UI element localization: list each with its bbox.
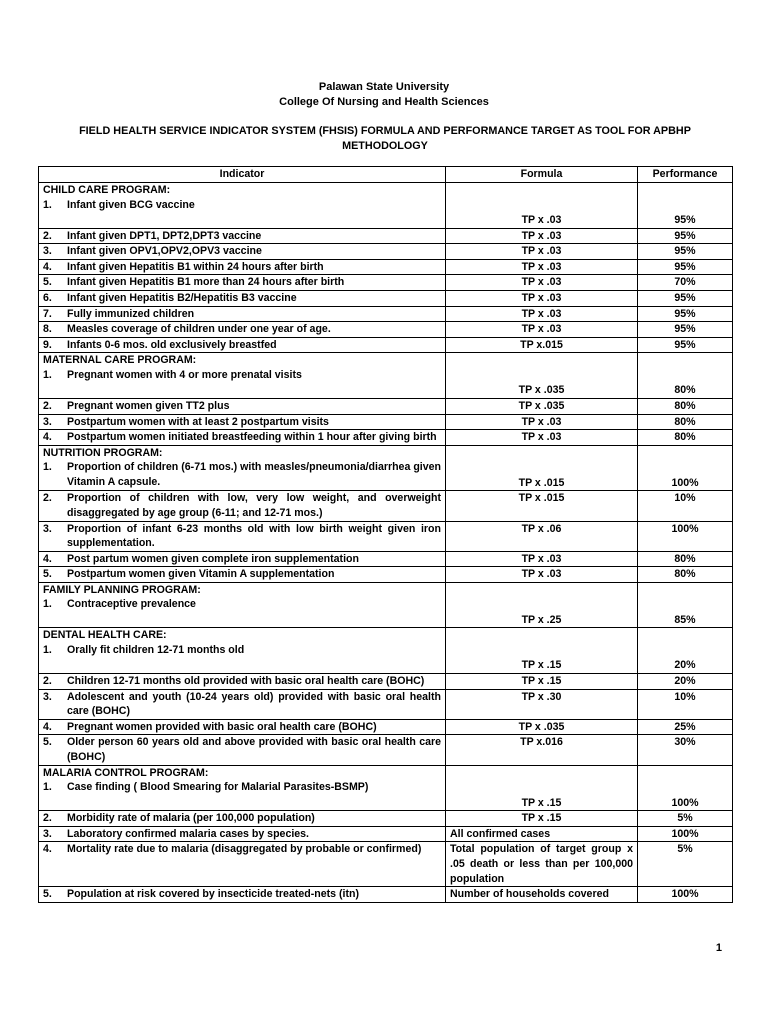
indicator-cell (39, 719, 446, 735)
indicator-item (43, 522, 441, 551)
indicator-cell (39, 826, 446, 842)
item-number: 3. (43, 690, 52, 703)
section-title: DENTAL HEALTH CARE: (43, 629, 167, 642)
spacer (450, 183, 633, 213)
formula-value: TP x .30 (521, 690, 562, 703)
item-number: 4. (43, 720, 52, 733)
table-row (39, 259, 733, 275)
indicator-text: Mortality rate due to malaria (disaggregated by probable or confirmed) (67, 843, 422, 856)
indicator-item (43, 491, 441, 520)
indicator-item (43, 552, 441, 567)
performance-value: 5% (677, 843, 693, 856)
formula-value: TP x .03 (521, 214, 562, 226)
formula-cell (446, 322, 638, 338)
indicator-text: Post partum women given complete iron supplementation (67, 552, 359, 565)
indicator-item (43, 720, 441, 735)
indicator-item (43, 690, 441, 719)
indicator-text: Morbidity rate of malaria (per 100,000 population) (67, 812, 315, 825)
formula-value: TP x.016 (520, 736, 563, 749)
performance-cell (638, 826, 733, 842)
table-row (39, 826, 733, 842)
indicator-cell (39, 430, 446, 446)
item-number: 1. (43, 198, 52, 211)
formula-value: TP x .03 (521, 229, 562, 242)
formula-value: TP x .03 (521, 323, 562, 336)
table-row (39, 674, 733, 690)
table-row (39, 842, 733, 887)
section-title: MATERNAL CARE PROGRAM: (43, 354, 197, 367)
spacer (642, 183, 728, 213)
item-number: 5. (43, 568, 52, 581)
indicator-cell (39, 521, 446, 551)
item-number: 2. (43, 399, 52, 412)
item-number: 5. (43, 888, 52, 901)
indicator-text: Laboratory confirmed malaria cases by species. (67, 827, 310, 840)
indicator-item (43, 244, 441, 259)
spacer (642, 628, 728, 658)
performance-value: 30% (674, 736, 696, 749)
performance-value: 95% (674, 245, 696, 258)
indicator-text: Fully immunized children (67, 307, 195, 320)
indicator-text: Infant given Hepatitis B2/Hepatitis B3 vaccine (67, 291, 297, 304)
performance-value: 95% (674, 229, 696, 242)
performance-cell (638, 228, 733, 244)
indicator-item (43, 811, 441, 826)
indicator-item (43, 887, 441, 902)
indicator-text: Children 12-71 months old provided with basic oral health care (BOHC) (67, 675, 425, 688)
table-row (39, 735, 733, 765)
formula-cell (446, 521, 638, 551)
column-header-indicator: Indicator (39, 167, 446, 183)
formula-cell (446, 445, 638, 491)
indicator-item (43, 567, 441, 582)
indicator-text: Proportion of children with low, very low weight, and overweight disaggregated by age group (6-11; and 12-71 mos.) (67, 492, 441, 519)
performance-value: 20% (674, 675, 696, 688)
indicator-cell (39, 228, 446, 244)
item-number: 3. (43, 415, 52, 428)
indicator-item (43, 368, 441, 383)
performance-cell (638, 183, 733, 229)
item-number: 4. (43, 552, 52, 565)
indicator-item (43, 399, 441, 414)
table-row (39, 582, 733, 628)
indicator-cell (39, 628, 446, 674)
formula-cell (446, 811, 638, 827)
table-row (39, 567, 733, 583)
performance-cell (638, 765, 733, 811)
formula-cell (446, 826, 638, 842)
indicator-item (43, 643, 441, 658)
item-number: 3. (43, 522, 52, 535)
indicator-text: Infant given DPT1, DPT2,DPT3 vaccine (67, 229, 262, 242)
formula-value: TP x .03 (521, 415, 562, 428)
formula-value: TP x .15 (521, 796, 562, 809)
indicator-item (43, 842, 441, 857)
indicator-cell (39, 445, 446, 491)
table-row (39, 290, 733, 306)
formula-value: TP x .015 (518, 492, 565, 505)
formula-cell (446, 275, 638, 291)
formula-cell (446, 244, 638, 260)
performance-cell (638, 491, 733, 521)
table-row (39, 811, 733, 827)
table-header-row (39, 167, 733, 183)
indicator-text: Infant given OPV1,OPV2,OPV3 vaccine (67, 245, 262, 258)
indicator-item (43, 827, 441, 842)
section-title: NUTRITION PROGRAM: (43, 446, 163, 459)
performance-cell (638, 445, 733, 491)
performance-cell (638, 290, 733, 306)
performance-value: 100% (671, 827, 699, 840)
section-title: CHILD CARE PROGRAM: (43, 184, 171, 196)
indicator-text: Infant given BCG vaccine (67, 198, 195, 211)
indicator-cell (39, 567, 446, 583)
performance-value: 100% (671, 796, 699, 809)
formula-cell (446, 582, 638, 628)
indicator-item (43, 460, 441, 489)
formula-value: TP x .015 (518, 476, 565, 489)
formula-cell (446, 337, 638, 353)
table-row (39, 551, 733, 567)
indicator-text: Postpartum women given Vitamin A supplementation (67, 568, 335, 581)
indicator-cell (39, 353, 446, 399)
performance-value: 95% (674, 307, 696, 320)
table-row (39, 689, 733, 719)
performance-cell (638, 719, 733, 735)
performance-cell (638, 398, 733, 414)
indicator-table (38, 166, 733, 903)
formula-cell (446, 259, 638, 275)
table-row (39, 414, 733, 430)
college-name: College Of Nursing and Health Sciences (279, 96, 489, 108)
formula-value: TP x .25 (521, 613, 562, 626)
performance-cell (638, 337, 733, 353)
formula-cell (446, 491, 638, 521)
indicator-text: Postpartum women with at least 2 postpartum visits (67, 415, 329, 428)
performance-cell (638, 353, 733, 399)
indicator-item (43, 291, 441, 306)
indicator-item (43, 260, 441, 275)
indicator-text: Case finding ( Blood Smearing for Malarial Parasites-BSMP) (67, 781, 369, 794)
formula-value: TP x.015 (520, 338, 563, 351)
item-number: 2. (43, 229, 52, 242)
performance-value: 100% (671, 522, 699, 535)
formula-value: TP x .03 (521, 552, 562, 565)
indicator-text: Postpartum women initiated breastfeeding within 1 hour after giving birth (67, 431, 437, 444)
indicator-item (43, 198, 441, 213)
item-number: 4. (43, 843, 52, 856)
performance-value: 70% (674, 276, 696, 289)
formula-cell (446, 765, 638, 811)
indicator-cell (39, 735, 446, 765)
item-number: 6. (43, 291, 52, 304)
table-row (39, 521, 733, 551)
performance-value: 95% (674, 214, 696, 226)
performance-value: 20% (674, 659, 696, 672)
page-number: 1 (715, 942, 722, 954)
indicator-cell (39, 887, 446, 903)
indicator-text: Pregnant women given TT2 plus (67, 399, 230, 412)
table-row (39, 306, 733, 322)
indicator-item (43, 275, 441, 290)
formula-value: TP x .15 (521, 675, 562, 688)
performance-value: 25% (674, 720, 696, 733)
indicator-text: Pregnant women provided with basic oral health care (BOHC) (67, 720, 377, 733)
item-number: 9. (43, 338, 52, 351)
indicator-cell (39, 322, 446, 338)
performance-cell (638, 275, 733, 291)
performance-value: 95% (674, 338, 696, 351)
indicator-text: Measles coverage of children under one year of age. (67, 323, 331, 336)
formula-cell (446, 353, 638, 399)
performance-value: 95% (674, 260, 696, 273)
indicator-text: Infant given Hepatitis B1 within 24 hours after birth (67, 260, 324, 273)
performance-value: 95% (674, 323, 696, 336)
formula-value: TP x .15 (521, 812, 562, 825)
performance-value: 80% (674, 384, 696, 397)
indicator-item (43, 322, 441, 337)
indicator-text: Adolescent and youth (10-24 years old) provided with basic oral health care (BOHC) (67, 690, 441, 718)
indicator-item (43, 674, 441, 689)
table-row (39, 275, 733, 291)
indicator-cell (39, 290, 446, 306)
indicator-item (43, 338, 441, 353)
table-row (39, 322, 733, 338)
formula-cell (446, 183, 638, 229)
item-number: 1. (43, 781, 52, 794)
indicator-text: Proportion of children (6-71 mos.) with measles/pneumonia/diarrhea given Vitamin A capsule. (67, 461, 441, 488)
formula-cell (446, 674, 638, 690)
formula-cell (446, 887, 638, 903)
indicator-cell (39, 259, 446, 275)
spacer (642, 353, 728, 383)
table-body (39, 183, 733, 903)
indicator-cell (39, 842, 446, 887)
formula-cell (446, 628, 638, 674)
performance-cell (638, 567, 733, 583)
table-row (39, 628, 733, 674)
formula-cell (446, 306, 638, 322)
spacer (642, 446, 728, 476)
table-row (39, 337, 733, 353)
item-number: 2. (43, 812, 52, 825)
indicator-cell (39, 551, 446, 567)
university-name: Palawan State University (318, 81, 450, 93)
formula-value: TP x .03 (521, 568, 562, 581)
item-number: 5. (43, 276, 52, 289)
formula-value: TP x .035 (518, 384, 565, 397)
item-number: 1. (43, 461, 52, 474)
spacer (450, 446, 633, 476)
indicator-cell (39, 811, 446, 827)
formula-cell (446, 719, 638, 735)
performance-cell (638, 887, 733, 903)
performance-cell (638, 689, 733, 719)
spacer (450, 353, 633, 383)
spacer (642, 583, 728, 613)
performance-value: 5% (677, 812, 693, 825)
formula-value: TP x .03 (521, 260, 562, 273)
column-header-formula: Formula (446, 167, 638, 183)
item-number: 4. (43, 260, 52, 273)
performance-cell (638, 322, 733, 338)
performance-value: 80% (674, 415, 696, 428)
indicator-cell (39, 414, 446, 430)
table-row (39, 765, 733, 811)
item-number: 7. (43, 307, 52, 320)
formula-value: TP x .03 (521, 245, 562, 258)
formula-cell (446, 290, 638, 306)
performance-value: 100% (671, 888, 699, 901)
indicator-text: Proportion of infant 6-23 months old with low birth weight given iron supplementation. (67, 522, 441, 550)
item-number: 8. (43, 323, 52, 336)
item-number: 1. (43, 598, 52, 611)
indicator-cell (39, 491, 446, 521)
indicator-cell (39, 765, 446, 811)
indicator-text: Population at risk covered by insecticide treated-nets (itn) (67, 888, 359, 901)
formula-value: TP x .03 (521, 431, 562, 444)
table-row (39, 430, 733, 446)
table-row (39, 244, 733, 260)
indicator-item (43, 780, 441, 795)
indicator-cell (39, 337, 446, 353)
indicator-cell (39, 275, 446, 291)
performance-cell (638, 674, 733, 690)
indicator-cell (39, 398, 446, 414)
performance-cell (638, 551, 733, 567)
indicator-cell (39, 582, 446, 628)
performance-value: 80% (674, 568, 696, 581)
performance-cell (638, 430, 733, 446)
performance-cell (638, 259, 733, 275)
formula-value: TP x .035 (518, 399, 565, 412)
section-title: MALARIA CONTROL PROGRAM: (43, 766, 209, 779)
indicator-text: Pregnant women with 4 or more prenatal visits (67, 368, 302, 381)
item-number: 2. (43, 492, 52, 505)
formula-value: TP x .035 (518, 720, 565, 733)
indicator-text: Infants 0-6 mos. old exclusively breastfed (67, 338, 277, 351)
table-row (39, 398, 733, 414)
table-row (39, 887, 733, 903)
spacer (642, 766, 728, 796)
table-row (39, 353, 733, 399)
item-number: 3. (43, 245, 52, 258)
formula-cell (446, 228, 638, 244)
performance-value: 100% (671, 476, 699, 489)
indicator-cell (39, 689, 446, 719)
indicator-cell (39, 674, 446, 690)
indicator-item (43, 415, 441, 430)
formula-cell (446, 414, 638, 430)
indicator-item (43, 307, 441, 322)
performance-value: 80% (674, 399, 696, 412)
formula-value: TP x .03 (521, 276, 562, 289)
formula-value: All confirmed cases (450, 827, 551, 840)
indicator-text: Contraceptive prevalence (67, 598, 196, 611)
formula-value: TP x .15 (521, 659, 562, 672)
performance-cell (638, 414, 733, 430)
formula-cell (446, 430, 638, 446)
formula-cell (446, 689, 638, 719)
item-number: 4. (43, 431, 52, 444)
performance-cell (638, 628, 733, 674)
indicator-text: Orally fit children 12-71 months old (67, 644, 245, 657)
spacer (450, 628, 633, 658)
formula-cell (446, 567, 638, 583)
item-number: 3. (43, 827, 52, 840)
table-row (39, 445, 733, 491)
performance-cell (638, 521, 733, 551)
performance-value: 95% (674, 291, 696, 304)
indicator-item (43, 229, 441, 244)
performance-cell (638, 811, 733, 827)
indicator-text: Infant given Hepatitis B1 more than 24 hours after birth (67, 276, 345, 289)
formula-cell (446, 551, 638, 567)
indicator-item (43, 735, 441, 764)
formula-cell (446, 735, 638, 765)
performance-value: 80% (674, 431, 696, 444)
document-title: FIELD HEALTH SERVICE INDICATOR SYSTEM (FHSIS) FORMULA AND PERFORMANCE TARGET AS TOOL FOR APBHP METHODOLOGY (79, 125, 691, 152)
performance-value: 10% (674, 492, 696, 505)
formula-value: TP x .06 (521, 522, 562, 535)
performance-cell (638, 582, 733, 628)
performance-value: 10% (674, 690, 696, 703)
indicator-cell (39, 306, 446, 322)
formula-value: TP x .03 (521, 291, 562, 304)
table-row (39, 183, 733, 229)
performance-cell (638, 842, 733, 887)
item-number: 5. (43, 736, 52, 749)
item-number: 1. (43, 368, 52, 381)
indicator-cell (39, 183, 446, 229)
table-row (39, 719, 733, 735)
spacer (450, 583, 633, 613)
formula-cell (446, 842, 638, 887)
performance-cell (638, 244, 733, 260)
performance-cell (638, 735, 733, 765)
table-row (39, 228, 733, 244)
performance-value: 80% (674, 552, 696, 565)
formula-value: Number of households covered (450, 888, 609, 901)
item-number: 1. (43, 644, 52, 657)
column-header-performance: Performance (638, 167, 733, 183)
formula-value: Total population of target group x .05 death or less than per 100,000 population (450, 843, 633, 885)
indicator-item (43, 430, 441, 445)
performance-cell (638, 306, 733, 322)
spacer (450, 766, 633, 796)
indicator-item (43, 597, 441, 612)
section-title: FAMILY PLANNING PROGRAM: (43, 583, 201, 596)
formula-cell (446, 398, 638, 414)
item-number: 2. (43, 675, 52, 688)
indicator-cell (39, 244, 446, 260)
table-row (39, 491, 733, 521)
indicator-text: Older person 60 years old and above provided with basic oral health care (BOHC) (67, 736, 441, 764)
formula-value: TP x .03 (521, 307, 562, 320)
performance-value: 85% (674, 613, 696, 626)
